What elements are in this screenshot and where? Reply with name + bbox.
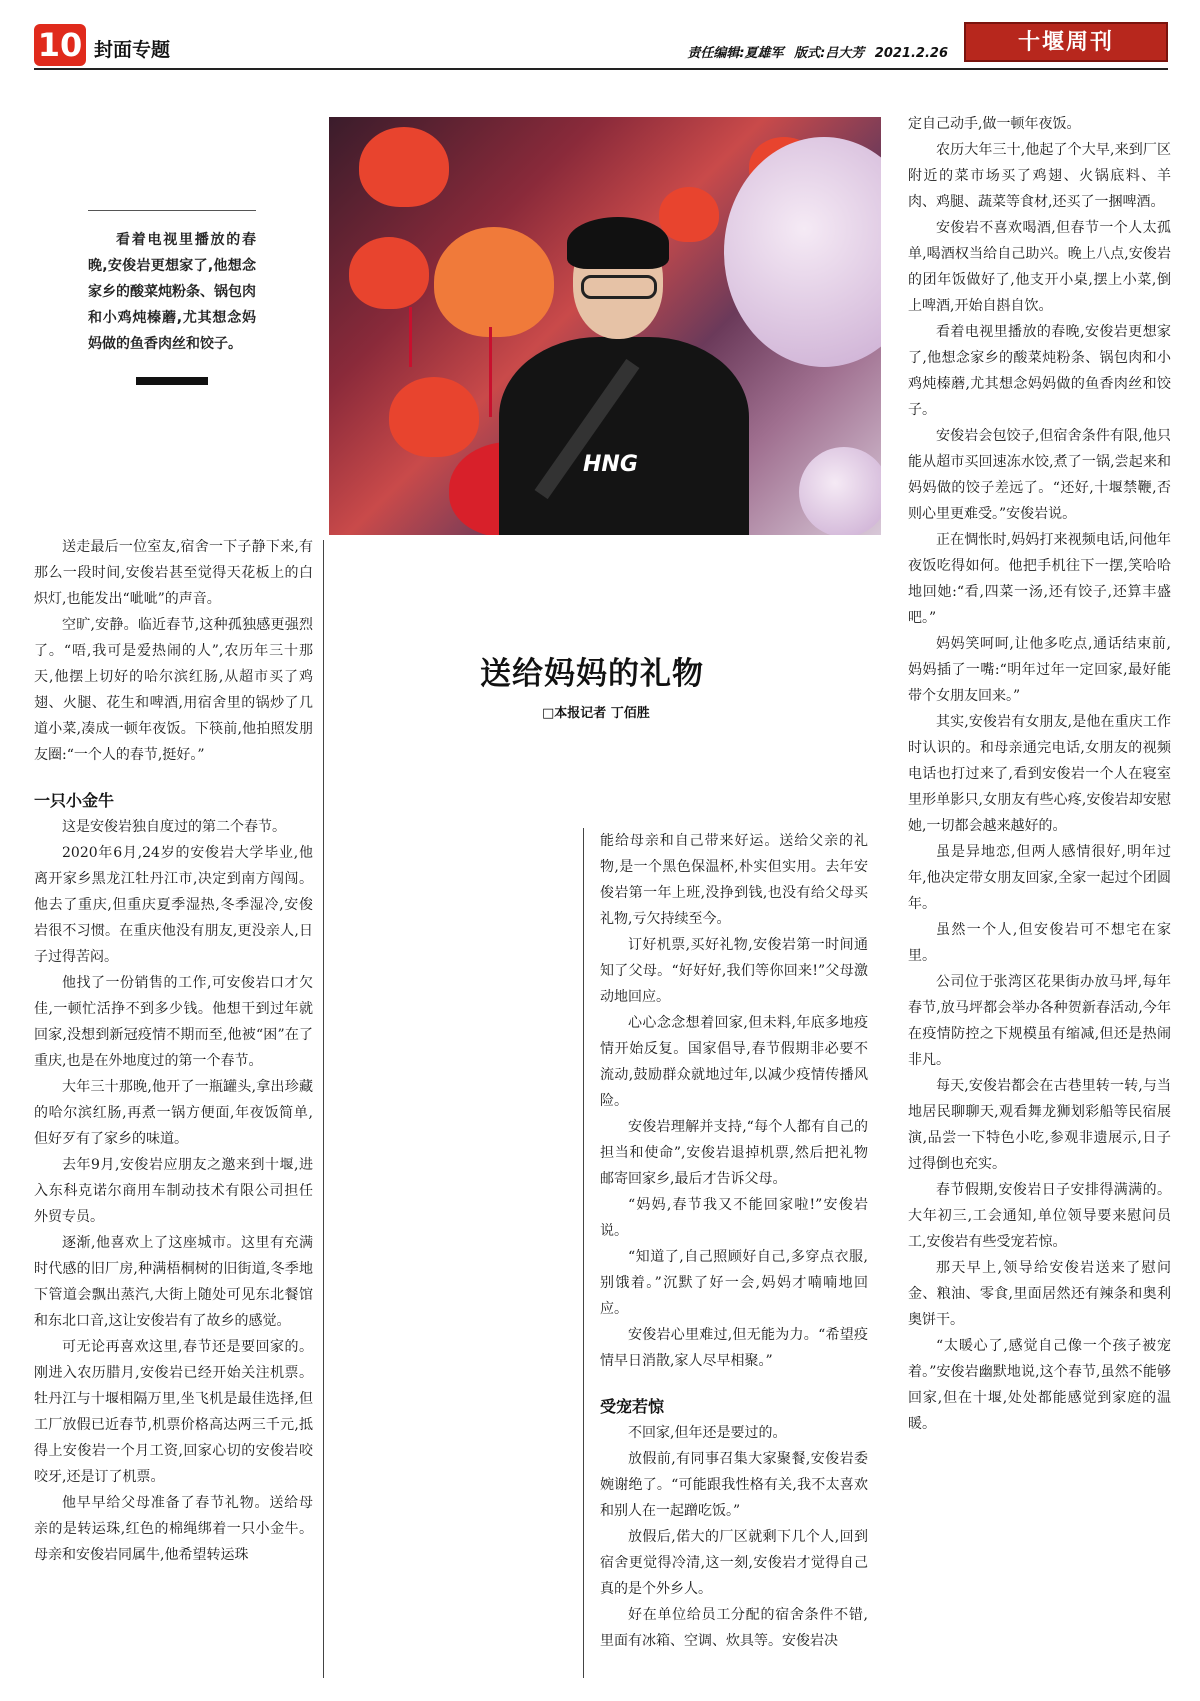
paragraph: 他早早给父母准备了春节礼物。送给母亲的是转运珠,红色的棉绳绑着一只小金牛。母亲和安俊岩同属牛,他希望转运珠 (34, 1495, 313, 1563)
paragraph: 妈妈笑呵呵,让他多吃点,通话结束前,妈妈插了一嘴:“明年过年一定回家,最好能带个女朋友回来。” (908, 636, 1171, 704)
glasses (581, 275, 657, 299)
paragraph: 每天,安俊岩都会在古巷里转一转,与当地居民聊聊天,观看舞龙狮划彩船等民宿展演,品尝一下特色小吃,参观非遗展示,日子过得倒也充实。 (908, 1078, 1171, 1172)
purple-lantern (724, 137, 881, 367)
editor-credit: 责任编辑:夏雄军 (687, 46, 784, 61)
paragraph: 虽是异地恋,但两人感情很好,明年过年,他决定带女朋友回家,全家一起过个团圆年。 (908, 844, 1171, 912)
header-divider (34, 68, 1168, 70)
page-header (34, 20, 1168, 72)
paragraph: 这是安俊岩独自度过的第二个春节。 (62, 819, 286, 835)
article-column-3 (908, 111, 1171, 1437)
paragraph: 去年9月,安俊岩应朋友之邀来到十堰,进入东科克诺尔商用车制动技术有限公司担任外贸专员。 (34, 1157, 313, 1225)
red-tassel (489, 327, 492, 417)
paragraph: 他找了一份销售的工作,可安俊岩口才欠佳,一顿忙活挣不到多少钱。他想干到过年就回家,没想到新冠疫情不期而至,他被“困”在了重庆,也是在外地度过的第一个春节。 (34, 975, 313, 1069)
person-hair (567, 217, 669, 269)
pull-quote-text: 看着电视里播放的春晚,安俊岩更想家了,他想念家乡的酸菜炖粉条、锅包肉和小鸡炖榛蘑,尤其想念妈妈做的鱼香肉丝和饺子。 (88, 232, 256, 352)
subheading: 一只小金牛 (34, 791, 115, 810)
masthead-logo: 十堰周刊 (964, 22, 1168, 62)
paragraph: 定自己动手,做一顿年夜饭。 (908, 116, 1081, 132)
red-heart-charm (359, 127, 449, 207)
purple-lantern (799, 447, 881, 535)
paragraph: 正在惆怅时,妈妈打来视频电话,问他年夜饭吃得如何。他把手机往下一摆,笑哈哈地回她:“看,四菜一汤,还有饺子,还算丰盛吧。” (908, 532, 1171, 626)
article-title: 送给妈妈的礼物 (480, 656, 704, 692)
column-divider (583, 828, 584, 1678)
paragraph: 可无论再喜欢这里,春节还是要回家的。刚进入农历腊月,安俊岩已经开始关注机票。牡丹江与十堰相隔万里,坐飞机是最佳选择,但工厂放假已近春节,机票价格高达两三千元,抵得上安俊岩一个月工资,回家心切的安俊岩咬咬牙,还是订了机票。 (34, 1339, 313, 1485)
paragraph: “知道了,自己照顾好自己,多穿点衣服,别饿着。”沉默了好一会,妈妈才喃喃地回应。 (600, 1249, 868, 1317)
paragraph: 2020年6月,24岁的安俊岩大学毕业,他离开家乡黑龙江牡丹江市,决定到南方闯闯。他去了重庆,但重庆夏季湿热,冬季湿冷,安俊岩很不习惯。在重庆他没有朋友,更没亲人,日子过得苦闷。 (34, 845, 313, 965)
paragraph: 公司位于张湾区花果街办放马坪,每年春节,放马坪都会举办各种贺新春活动,今年在疫情防控之下规模虽有缩减,但还是热闹非凡。 (908, 974, 1171, 1068)
pull-quote-bar (136, 377, 208, 385)
red-heart-charm (659, 187, 719, 242)
paragraph: 春节假期,安俊岩日子安排得满满的。大年初三,工会通知,单位领导要来慰问员工,安俊岩有些受宠若惊。 (908, 1182, 1171, 1250)
red-heart-charm (349, 237, 429, 309)
orange-heart-charm (434, 227, 554, 337)
paragraph: 放假后,偌大的厂区就剩下几个人,回到宿舍更觉得冷清,这一刻,安俊岩才觉得自己真的是个外乡人。 (600, 1529, 868, 1597)
page-number: 10 (34, 24, 86, 66)
paragraph: 那天早上,领导给安俊岩送来了慰问金、粮油、零食,里面居然还有辣条和奥利奥饼干。 (908, 1260, 1171, 1328)
credits (681, 42, 948, 61)
paragraph: 逐渐,他喜欢上了这座城市。这里有充满时代感的旧厂房,种满梧桐树的旧街道,冬季地下管道会飘出蒸汽,大街上随处可见东北餐馆和东北口音,这让安俊岩有了故乡的感觉。 (34, 1235, 313, 1329)
article-column-1 (34, 534, 313, 1568)
article-byline: □本报记者 丁佰胜 (542, 706, 650, 721)
paragraph: 订好机票,买好礼物,安俊岩第一时间通知了父母。“好好好,我们等你回来!”父母激动地回应。 (600, 937, 868, 1005)
red-heart-charm (389, 377, 479, 457)
subheading: 受宠若惊 (600, 1397, 665, 1416)
paragraph: 安俊岩理解并支持,“每个人都有自己的担当和使命”,安俊岩退掉机票,然后把礼物邮寄回家乡,最后才告诉父母。 (600, 1119, 868, 1187)
paragraph: 虽然一个人,但安俊岩可不想宅在家里。 (908, 922, 1171, 964)
paragraph: 空旷,安静。临近春节,这种孤独感更强烈了。“唔,我可是爱热闹的人”,农历年三十那天,他摆上切好的哈尔滨红肠,从超市买了鸡翅、火腿、花生和啤酒,用宿舍里的锅炒了几道小菜,凑成一顿年夜饭。下筷前,他拍照发朋友圈:“一个人的春节,挺好。” (34, 617, 313, 763)
paragraph: “妈妈,春节我又不能回家啦!”安俊岩说。 (600, 1197, 868, 1239)
article-column-2 (600, 828, 868, 1654)
red-tassel (409, 307, 412, 367)
paragraph: 安俊岩会包饺子,但宿舍条件有限,他只能从超市买回速冻水饺,煮了一锅,尝起来和妈妈做的饺子差远了。“还好,十堰禁鞭,否则心里更难受。”安俊岩说。 (908, 428, 1171, 522)
layout-credit: 版式:吕大芳 (794, 46, 865, 61)
pull-quote-rule (88, 210, 256, 211)
paragraph: 大年三十那晚,他开了一瓶罐头,拿出珍藏的哈尔滨红肠,再煮一锅方便面,年夜饭简单,但好歹有了家乡的味道。 (34, 1079, 313, 1147)
paragraph: 安俊岩不喜欢喝酒,但春节一个人太孤单,喝酒权当给自己助兴。晚上八点,安俊岩的团年饭做好了,他支开小桌,摆上小菜,倒上啤酒,开始自斟自饮。 (908, 220, 1171, 314)
paragraph: 送走最后一位室友,宿舍一下子静下来,有那么一段时间,安俊岩甚至觉得天花板上的白炽灯,也能发出“呲呲”的声音。 (34, 539, 313, 607)
paragraph: 看着电视里播放的春晚,安俊岩更想家了,他想念家乡的酸菜炖粉条、锅包肉和小鸡炖榛蘑,尤其想念妈妈做的鱼香肉丝和饺子。 (908, 324, 1171, 418)
paragraph: 放假前,有同事召集大家聚餐,安俊岩委婉谢绝了。“可能跟我性格有关,我不太喜欢和别人在一起蹭吃饭。” (600, 1451, 868, 1519)
issue-date: 2021.2.26 (874, 46, 948, 61)
column-divider (323, 540, 324, 1678)
section-title: 封面专题 (94, 39, 171, 61)
shirt-text: HNG (583, 452, 638, 477)
paragraph: “太暖心了,感觉自己像一个孩子被宠着。”安俊岩幽默地说,这个春节,虽然不能够回家,但在十堰,处处都能感觉到家庭的温暖。 (908, 1338, 1171, 1432)
feature-photo (329, 117, 881, 535)
paragraph: 安俊岩心里难过,但无能为力。“希望疫情早日消散,家人尽早相聚。” (600, 1327, 868, 1369)
paragraph: 能给母亲和自己带来好运。送给父亲的礼物,是一个黑色保温杯,朴实但实用。去年安俊岩第一年上班,没挣到钱,也没有给父母买礼物,亏欠持续至今。 (600, 833, 868, 927)
paragraph: 不回家,但年还是要过的。 (628, 1425, 787, 1441)
paragraph: 心心念念想着回家,但未料,年底多地疫情开始反复。国家倡导,春节假期非必要不流动,鼓励群众就地过年,以减少疫情传播风险。 (600, 1015, 868, 1109)
paragraph: 好在单位给员工分配的宿舍条件不错,里面有冰箱、空调、炊具等。安俊岩决 (600, 1607, 868, 1649)
paragraph: 农历大年三十,他起了个大早,来到厂区附近的菜市场买了鸡翅、火锅底料、羊肉、鸡腿、蔬菜等食材,还买了一捆啤酒。 (908, 142, 1171, 210)
paragraph: 其实,安俊岩有女朋友,是他在重庆工作时认识的。和母亲通完电话,女朋友的视频电话也打过来了,看到安俊岩一个人在寝室里形单影只,女朋友有些心疼,安俊岩却安慰她,一切都会越来越好的。 (908, 714, 1171, 834)
pull-quote (88, 210, 256, 385)
